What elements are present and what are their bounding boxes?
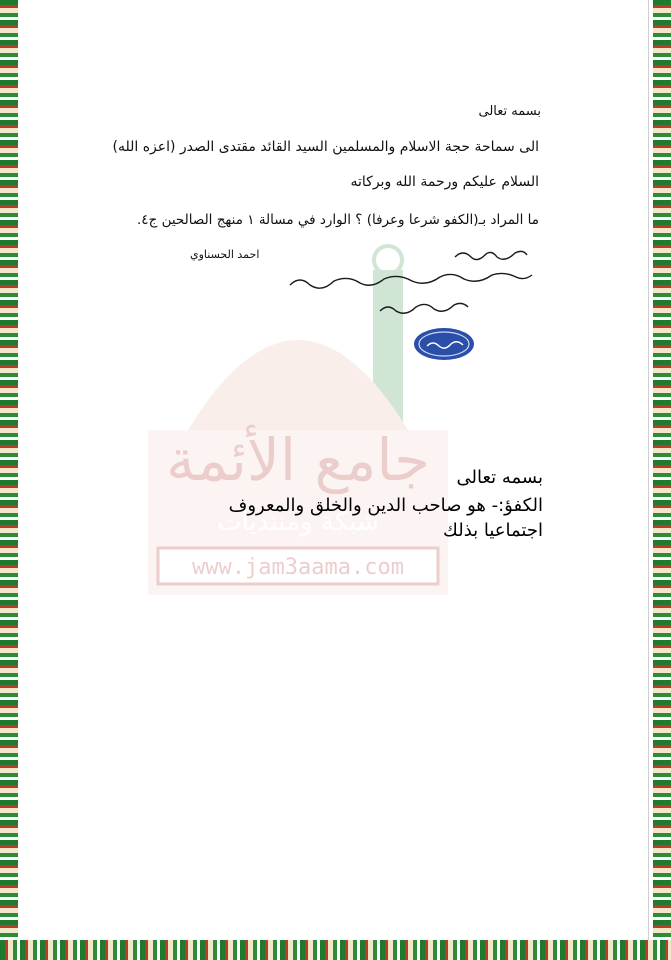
- letter-basmala: بسمه تعالى: [478, 104, 541, 119]
- typed-answer-line-2: اجتماعيا بذلك: [443, 520, 543, 541]
- page-edge-line: [648, 0, 649, 940]
- typed-answer-line: الكفؤ:- هو صاحب الدين والخلق والمعروف: [228, 495, 543, 516]
- seal-ellipse: [414, 328, 474, 360]
- handwriting-line-2: [290, 273, 532, 288]
- letter-addressee: الى سماحة حجة الاسلام والمسلمين السيد القائد مقتدى الصدر (اعزه الله): [112, 139, 539, 155]
- decorative-border-left: [0, 0, 18, 960]
- handwriting-line-3: [380, 303, 468, 313]
- decorative-border-bottom: [0, 940, 671, 960]
- watermark-title: جامع الأئمة: [166, 426, 430, 494]
- watermark-subtitle: شبكة ومنتديات: [217, 507, 379, 537]
- letter-greeting: السلام عليكم ورحمة الله وبركاته: [350, 174, 539, 190]
- handwritten-answer: [280, 245, 550, 325]
- watermark-url: www.jam3aama.com: [192, 555, 404, 580]
- letter-question: ما المراد بـ(الكفو شرعا وعرفا) ؟ الوارد في مسالة ١ منهج الصالحين ج٤.: [137, 212, 539, 228]
- official-seal-stamp: [413, 326, 475, 362]
- typed-answer-basmala: بسمه تعالى: [456, 467, 543, 488]
- letter-signature: احمد الحسناوي: [190, 248, 260, 261]
- decorative-border-right: [653, 0, 671, 960]
- handwriting-line-1: [455, 251, 527, 259]
